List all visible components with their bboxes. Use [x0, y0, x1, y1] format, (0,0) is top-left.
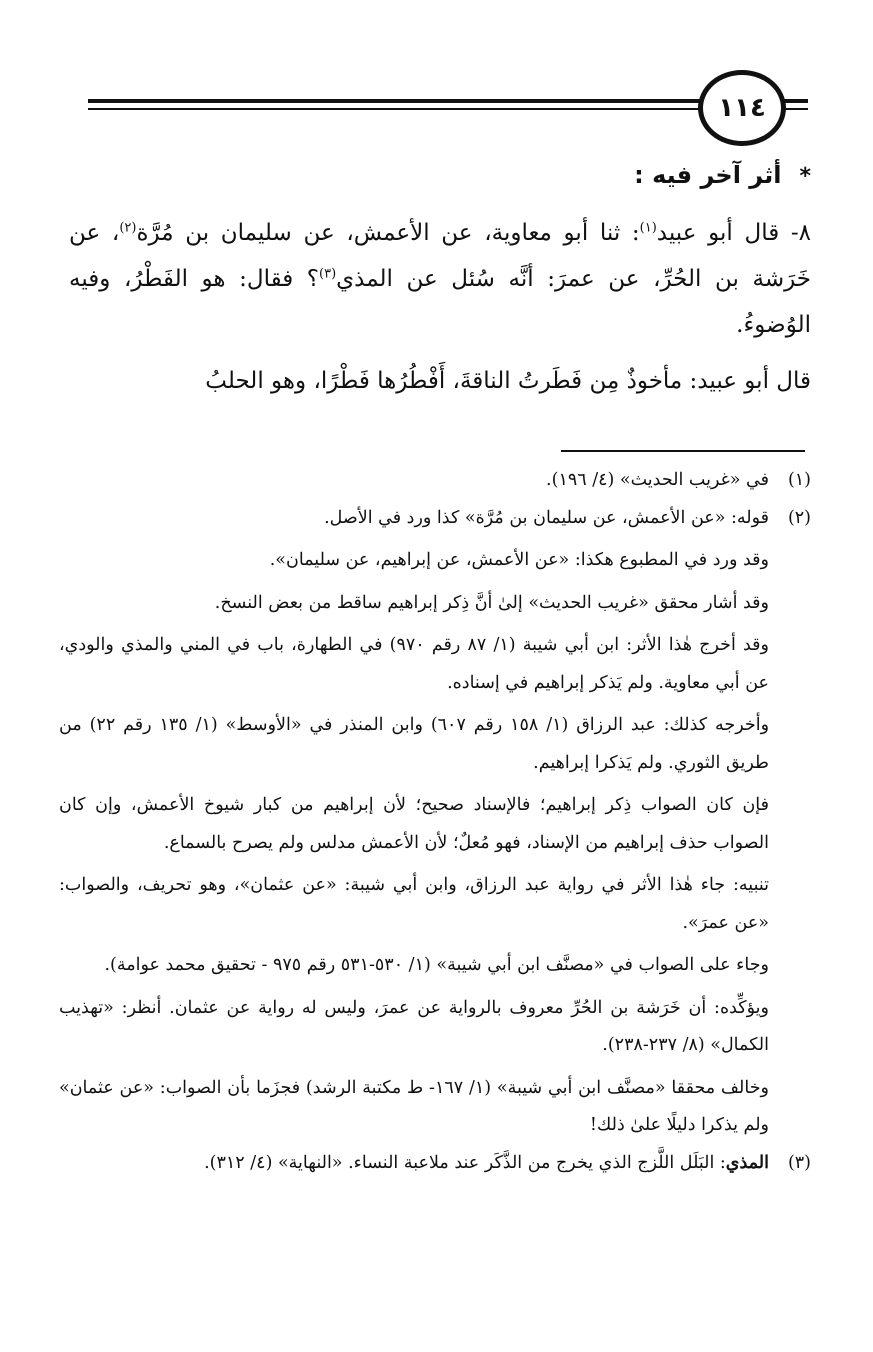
footnote-definition: : البَلَل اللَّزج الذي يخرج من الذَّكَر عند ملاعبة النساء. «النهاية» (٤/ ٣١٢).: [204, 1152, 726, 1173]
main-text-run: ؟ فقال: هو الفَطْرُ، وفيه الوُضوءُ.: [69, 266, 811, 338]
footnote-text: [59, 1145, 769, 1183]
footnote-2: [59, 500, 811, 1145]
footnote-paragraph: وقد ورد في المطبوع هكذا: «عن الأعمش، عن إبراهيم، عن سليمان».: [269, 550, 769, 570]
footnotes: [59, 462, 811, 1182]
footnote-paragraph: وخالف محققا «مصنَّف ابن أبي شيبة» (١/ ١٦٧- ط مكتبة الرشد) فجزَما بأن الصواب: «عن عثمان» ولم يذكرا دليلًا علىٰ ذلك!: [59, 1077, 769, 1135]
header-rule-thick: [88, 99, 700, 103]
footnote-paragraph: وأخرجه كذلك: عبد الرزاق (١/ ١٥٨ رقم ٦٠٧) وابن المنذر في «الأوسط» (١/ ١٣٥ رقم ٢٢) من طريق الثوري. ولم يَذكرا إبراهيم.: [59, 715, 770, 773]
heading-text: أثر آخر فيه :: [634, 161, 782, 189]
main-paragraph-1: [69, 210, 811, 348]
footnote-separator: [561, 450, 805, 452]
footnote-ref-1: (١): [639, 220, 657, 236]
section-heading: [91, 158, 811, 194]
footnote-ref-3: (٣): [319, 266, 337, 282]
main-text: [69, 210, 811, 404]
footnote-paragraph: وقد أخرج هٰذا الأثر: ابن أبي شيبة (١/ ٨٧ رقم ٩٧٠) في الطهارة، باب في المني والمذي والودي، عن أبي معاوية. ولم يَذكر إبراهيم في إسناده.: [59, 635, 769, 693]
main-paragraph-2: قال أبو عبيد: مأخوذٌ مِن فَطَرتُ الناقةَ، أَفْطُرُها فَطْرًا، وهو الحلبُ: [205, 368, 811, 394]
footnote-term: المذي: [725, 1152, 769, 1173]
footnote-paragraph: تنبيه: جاء هٰذا الأثر في رواية عبد الرزاق، وابن أبي شيبة: «عن عثمان»، وهو تحريف، والصواب: «عن عمرَ».: [59, 875, 769, 933]
footnote-3: [59, 1145, 811, 1183]
main-text-run: ، عن خَرَشة بن الحُرِّ، عن عمرَ: أنَّه سُئل عن المذي: [69, 220, 811, 292]
footnote-paragraph: ويؤكِّده: أن خَرَشة بن الحُرِّ معروف بالرواية عن عمرَ، وليس له رواية عن عثمان. أنظر: «تهذيب الكمال» (٨/ ٢٣٧-٢٣٨).: [59, 997, 769, 1055]
star-icon: *: [799, 164, 811, 189]
page-number-badge: [698, 70, 786, 146]
footnote-paragraph: وقد أشار محقق «غريب الحديث» إلىٰ أنَّ ذِكر إبراهيم ساقط من بعض النسخ.: [214, 592, 769, 613]
footnote-number: (٢): [787, 507, 811, 528]
page-number: ١١٤: [718, 93, 766, 123]
footnote-paragraph: فإن كان الصواب ذِكر إبراهيم؛ فالإسناد صحيح؛ لأن إبراهيم من كبار شيوخ الأعمش، وإن كان الصواب حذف إبراهيم من الإسناد، فهو مُعلٌ؛ لأن الأعمش مدلس ولم يصرح بالسماع.: [59, 795, 769, 853]
main-text-run: : ثنا أبو معاوية، عن الأعمش، عن سليمان بن مُرَّة: [136, 220, 640, 246]
footnote-1: [59, 462, 811, 500]
footnote-paragraph: وجاء على الصواب في «مصنَّف ابن أبي شيبة» (١/ ٥٣٠-٥٣١ رقم ٩٧٥ - تحقيق محمد عوامة).: [104, 955, 769, 975]
header-rule-thin: [88, 108, 700, 110]
footnote-number: (١): [787, 470, 811, 490]
footnote-number: (٣): [787, 1152, 811, 1173]
footnote-paragraph: قوله: «عن الأعمش، عن سليمان بن مُرَّة» كذا ورد في الأصل.: [324, 507, 769, 528]
footnote-ref-2: (٢): [119, 220, 137, 236]
main-text-run: ٨- قال أبو عبيد: [656, 220, 811, 246]
footnote-text: في «غريب الحديث» (٤/ ١٩٦).: [546, 470, 769, 490]
